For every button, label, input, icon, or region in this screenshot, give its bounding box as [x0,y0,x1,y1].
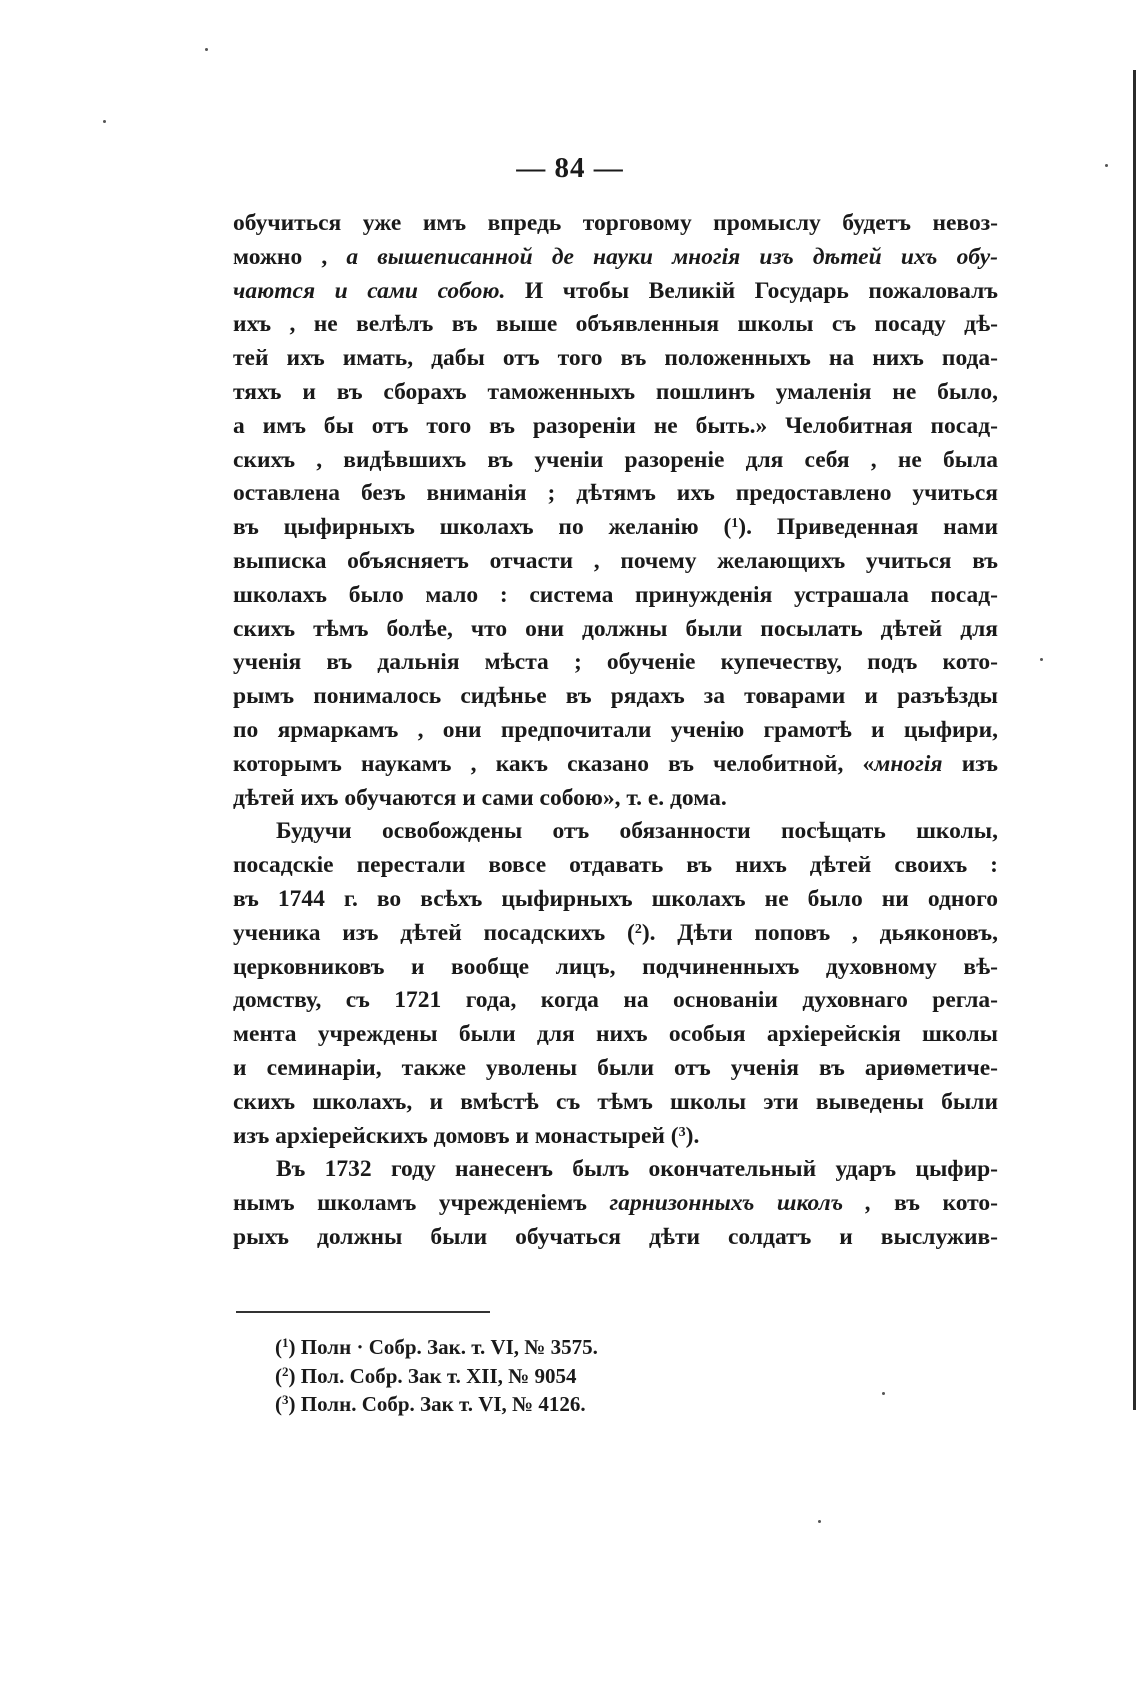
text-run: домству, съ 1721 года, когда на основаніи духовнаго регла- [233,987,998,1014]
text-run: нымъ школамъ учрежденіемъ [233,1190,610,1217]
text-line [233,714,998,748]
text-run: въ кото- [871,1190,998,1217]
text-run: мента учреждены были для нихъ особыя архіерейскія школы [233,1021,998,1048]
text-line [233,1153,998,1187]
text-line [233,782,998,816]
text-run: оставлена безъ вниманія ; дѣтямъ ихъ предоставлено учиться [233,480,998,507]
text-run: чаются и сами собою. [233,277,506,304]
text-run: скихъ , видѣвшихъ въ ученіи разореніе для себя , не была [233,446,998,473]
text-run: обучиться уже имъ впредь торговому промыслу будетъ невоз- [233,210,998,236]
text-run: ). Приведенная нами [738,514,998,541]
text-line [233,275,998,309]
text-run: скихъ тѣмъ болѣе, что они должны были посылать дѣтей для [233,615,998,642]
text-run: по ярмаркамъ , они предпочитали ученію грамотѣ и цыфири, [233,716,998,743]
text-line [233,545,998,579]
text-line [233,342,998,376]
text-run: многія [874,750,943,777]
text-run: изъ [942,750,998,777]
text-run: Будучи освобождены отъ обязанности посѣщать школы, [276,818,998,845]
paper-speck [818,1520,821,1523]
text-line [233,1086,998,1120]
text-run: тяхъ и въ сборахъ таможенныхъ пошлинъ умаленія не было, [233,378,998,405]
text-run: скихъ школахъ, и вмѣстѣ съ тѣмъ школы эти выведены были [233,1088,998,1115]
text-run: тей ихъ имать, дабы отъ того въ положенныхъ на нихъ пода- [233,345,998,372]
footnote-paren: ( [275,1392,282,1416]
footnote-ref: 3 [678,1124,686,1140]
text-run: ученія въ дальнія мѣста ; обученіе купечеству, подъ кото- [233,649,998,676]
text-run: можно , [233,243,347,270]
text-line [233,444,998,478]
text-line [233,1187,998,1221]
text-run: школахъ было мало : система принужденія устрашала посад- [233,581,998,608]
text-line [233,849,998,883]
footnote-paren: ) [288,1392,296,1416]
text-line [233,308,998,342]
text-run: выписка объясняетъ отчасти , почему желающихъ учиться въ [233,547,998,574]
text-run: и семинаріи, также уволены были отъ ученія въ ариѳметиче- [233,1054,998,1081]
text-run: ихъ , не велѣлъ въ выше объявленныя школы съ посаду дѣ- [233,311,998,338]
footnotes [275,1333,598,1419]
text-run: Въ 1732 году нанесенъ былъ окончательный ударъ цыфир- [276,1156,998,1183]
text-line [233,883,998,917]
text-line [233,1221,998,1255]
text-run: ). Дѣти поповъ , дьяконовъ, [641,919,998,946]
footnote-paren: ) [288,1335,296,1359]
text-line [233,951,998,985]
main-text [233,207,998,1255]
footnote-text: Полн. Собр. Зак т. VI, № 4126. [295,1392,586,1416]
text-line [233,477,998,511]
footnote-mark: 2 [282,1363,289,1379]
paper-speck [882,1392,885,1395]
text-run: И чтобы Великій Государь пожаловалъ [505,277,998,304]
text-line [233,1052,998,1086]
text-line [233,511,998,545]
text-line [233,579,998,613]
text-run: въ цыфирныхъ школахъ по желанію ( [233,514,732,541]
text-run: рыхъ должны были обучаться дѣти солдатъ и выслужив- [233,1223,998,1250]
footnote-mark: 3 [282,1392,289,1407]
text-line [233,376,998,410]
paper-speck [1105,164,1108,167]
paper-speck [103,120,106,123]
footnote-item [275,1333,598,1362]
text-line [233,646,998,680]
text-line [233,748,998,782]
text-run: а вышеписанной де науки многія изъ дѣтей ихъ обу- [346,243,998,270]
paper-speck [205,48,208,51]
text-line [233,984,998,1018]
footnote-text: Пол. Собр. Зак т. XII, № 9054 [295,1363,577,1388]
footnote-text: Полн · Собр. Зак. т. VI, № 3575. [295,1335,598,1359]
text-run: а имъ бы отъ того въ разореніи не быть.» Челобитная посад- [233,412,998,439]
text-line [233,207,998,241]
text-line [233,613,998,647]
text-line [233,680,998,714]
footnote-paren: ( [275,1335,282,1359]
footnote-ref: 2 [634,921,642,937]
text-run: гарнизонныхъ школъ , [609,1190,872,1217]
text-run: рымъ понималось сидѣнье въ рядахъ за товарами и разъѣзды [233,683,998,710]
text-line [233,1120,998,1154]
text-line [233,815,998,849]
text-run: церковниковъ и вообще лицъ, подчиненныхъ духовному вѣ- [233,953,998,980]
footnote-item [275,1390,598,1419]
footnote-paren: ( [275,1363,282,1388]
paper-speck [1040,658,1043,661]
footnote-paren: ) [288,1363,296,1388]
footnote-mark: 1 [282,1335,289,1350]
text-line [233,241,998,275]
text-line [233,410,998,444]
page-edge [1133,70,1136,1410]
text-run: дѣтей ихъ обучаются и сами собою», т. е. дома. [233,784,727,811]
text-run: изъ архіерейскихъ домовъ и монастырей ( [233,1122,679,1149]
text-run: ). [685,1122,700,1149]
footnote-separator [236,1311,490,1313]
text-line [233,1018,998,1052]
page-number: — 84 — [516,152,624,184]
text-run: ученика изъ дѣтей посадскихъ ( [233,919,635,946]
text-run: посадскіе перестали вовсе отдавать въ нихъ дѣтей своихъ : [233,852,998,879]
footnote-ref: 1 [731,516,739,532]
text-line [233,917,998,951]
text-run: которымъ наукамъ , какъ сказано въ челобитной, « [233,750,875,777]
footnote-item [275,1362,598,1391]
text-run: въ 1744 г. во всѣхъ цыфирныхъ школахъ не было ни одного [233,885,998,912]
